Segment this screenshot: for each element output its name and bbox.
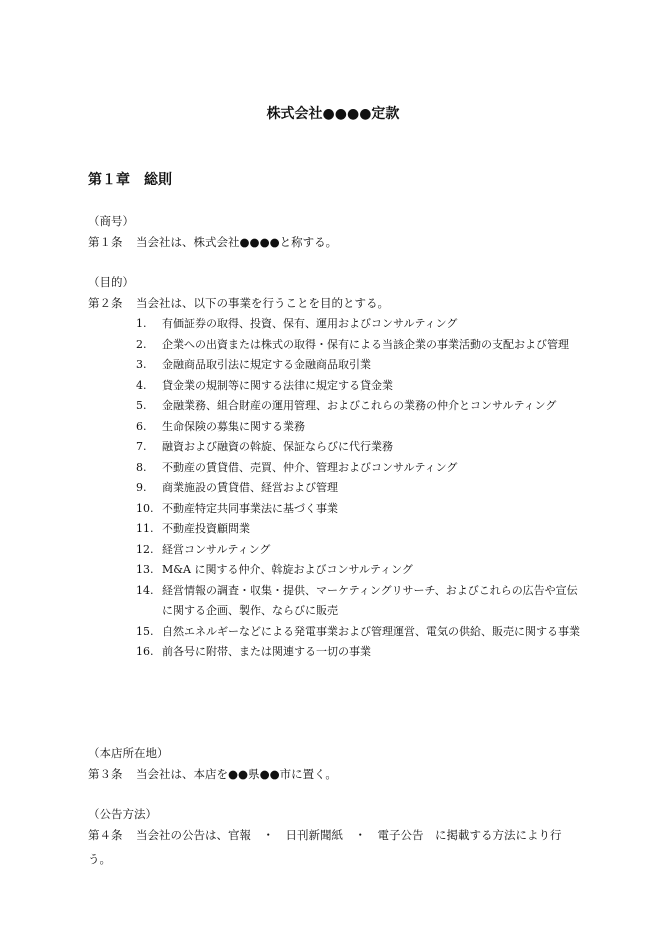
purpose-item-text: M&A に関する仲介、斡旋およびコンサルティング <box>162 563 413 576</box>
article-2-heading: （目的） <box>88 275 134 289</box>
purpose-item-text: 有価証券の取得、投資、保有、運用およびコンサルティング <box>162 317 458 330</box>
purpose-item-number: 3. <box>136 358 147 371</box>
purpose-item-number: 10. <box>136 501 154 515</box>
purpose-item-number: 5. <box>136 399 147 412</box>
purpose-item <box>136 335 580 356</box>
article-1-heading: （商号） <box>88 214 134 228</box>
purpose-item-number: 6. <box>136 419 147 433</box>
purpose-item-number: 7. <box>136 440 147 453</box>
article-2-text: 当会社は、以下の事業を行うことを目的とする。 <box>136 296 389 310</box>
purpose-item-number: 2. <box>136 337 147 351</box>
purpose-item <box>136 622 580 643</box>
article-2 <box>88 295 580 311</box>
article-1-number: 第１条 <box>88 235 123 249</box>
article-3-text: 当会社は、本店を●●県●●市に置く。 <box>136 767 337 781</box>
article-4-heading: （公告方法） <box>88 807 157 821</box>
purpose-item-text: 経営情報の調査・収集・提供、マーケティングリサーチ、およびこれらの広告や宣伝に関する企画、製作、ならびに販売 <box>162 583 578 617</box>
purpose-item-text: 融資および融資の斡旋、保証ならびに代行業務 <box>162 440 393 453</box>
purpose-item <box>136 499 580 520</box>
purpose-item-text: 不動産特定共同事業法に基づく事業 <box>162 501 338 515</box>
purpose-item <box>136 376 580 397</box>
article-3 <box>88 766 580 782</box>
chapter-heading <box>88 170 172 190</box>
purpose-item <box>136 642 580 663</box>
purpose-item-number: 12. <box>136 542 154 556</box>
purpose-item-text: 前各号に附帯、または関連する一切の事業 <box>162 645 371 658</box>
purpose-item <box>136 437 580 458</box>
purpose-item-number: 16. <box>136 645 154 658</box>
document-title: 株式会社●●●●定款 <box>266 106 400 122</box>
purpose-item-text: 経営コンサルティング <box>162 542 271 556</box>
purpose-item-number: 1. <box>136 317 147 330</box>
purpose-item-text: 金融業務、組合財産の運用管理、およびこれらの業務の仲介とコンサルティング <box>162 399 557 412</box>
purpose-item-text: 生命保険の募集に関する業務 <box>162 419 305 433</box>
purpose-item-text: 金融商品取引法に規定する金融商品取引業 <box>162 358 371 371</box>
purpose-item <box>136 560 580 581</box>
purpose-item <box>136 355 580 376</box>
article-1 <box>88 234 580 250</box>
purpose-item-text: 企業への出資または株式の取得・保有による当該企業の事業活動の支配および管理 <box>162 337 569 351</box>
purpose-item <box>136 458 580 479</box>
purpose-item-text: 不動産の賃貸借、売買、仲介、管理およびコンサルティング <box>162 460 458 474</box>
purpose-item <box>136 417 580 438</box>
article-4-number: 第４条 <box>88 828 123 842</box>
purpose-item-text: 貸金業の規制等に関する法律に規定する貸金業 <box>162 378 393 392</box>
purpose-item-number: 4. <box>136 378 147 392</box>
article-1-text: 当会社は、株式会社●●●●と称する。 <box>136 235 338 249</box>
purpose-item <box>136 396 580 417</box>
article-2-number: 第２条 <box>88 296 123 310</box>
article-4 <box>88 823 580 871</box>
purpose-item <box>136 478 580 499</box>
purpose-list <box>136 314 580 663</box>
article-3-number: 第３条 <box>88 767 123 781</box>
purpose-item-number: 14. <box>136 583 154 597</box>
purpose-item-text: 商業施設の賃貸借、経営および管理 <box>162 481 338 494</box>
purpose-item-text: 不動産投資顧問業 <box>162 522 250 535</box>
purpose-item-number: 13. <box>136 563 154 576</box>
purpose-item <box>136 519 580 540</box>
chapter-title: 総則 <box>144 172 172 188</box>
purpose-item-number: 15. <box>136 624 154 638</box>
article-4-text: 当会社の公告は、官報 ・ 日刊新聞紙 ・ 電子公告 に掲載する方法により行う。 <box>88 828 562 866</box>
chapter-number: 第１章 <box>88 172 130 188</box>
purpose-item-number: 11. <box>136 522 154 535</box>
article-3-heading: （本店所在地） <box>88 746 169 760</box>
purpose-item-number: 8. <box>136 460 147 474</box>
purpose-item <box>136 540 580 561</box>
purpose-item <box>136 314 580 335</box>
purpose-item-number: 9. <box>136 481 147 494</box>
purpose-item <box>136 581 580 622</box>
purpose-item-text: 自然エネルギーなどによる発電事業および管理運営、電気の供給、販売に関する事業 <box>162 624 580 638</box>
